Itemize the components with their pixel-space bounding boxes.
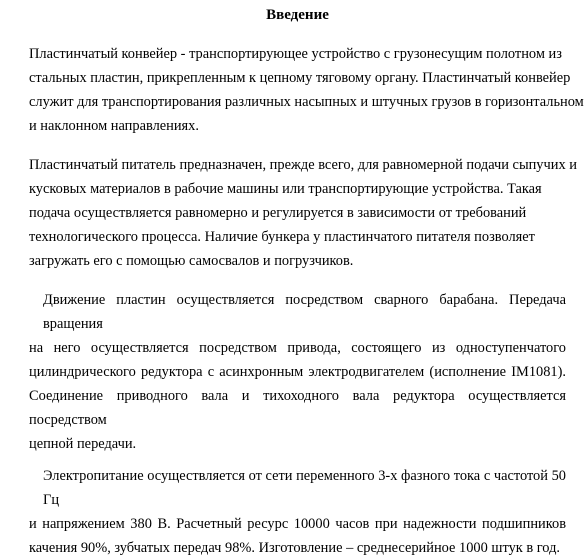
text-line: и наклонном направлениях.: [29, 118, 199, 134]
text-line: цепной передачи.: [29, 436, 137, 452]
text-line: подача осуществляется равномерно и регулируется в зависимости от требований: [29, 205, 527, 221]
text-line: Электропитание осуществляется от сети переменного 3-х фазного тока с частотой 50 Гц: [43, 468, 566, 508]
paragraph-drive: [29, 288, 566, 456]
text-line: загружать его с помощью самосвалов и погрузчиков.: [29, 253, 354, 269]
paragraph-power: [29, 464, 566, 560]
text-line: Пластинчатый питатель предназначен, прежде всего, для равномерной подачи сыпучих и: [29, 157, 577, 173]
paragraph-conveyor: [29, 42, 584, 138]
text-line: и напряжением 380 В. Расчетный ресурс 10000 часов при надежности подшипников: [29, 516, 566, 532]
text-line: стальных пластин, прикрепленным к цепному тяговому органу. Пластинчатый конвейер: [29, 70, 571, 86]
text-line: качения 90%, зубчатых передач 98%. Изготовление – среднесерийное 1000 штук в год.: [29, 540, 560, 556]
text-line: Пластинчатый конвейер - транспортирующее устройство с грузонесущим полотном из: [29, 46, 562, 62]
paragraph-feeder: [29, 153, 577, 273]
text-line: служит для транспортирования различных насыпных и штучных грузов в горизонтальном: [29, 94, 584, 110]
text-line: Соединение приводного вала и тихоходного вала редуктора осуществляется посредством: [29, 388, 566, 428]
text-line: технологического процесса. Наличие бункера у пластинчатого питателя позволяет: [29, 229, 535, 245]
document-title: Введение: [266, 7, 329, 23]
text-line: цилиндрического редуктора с асинхронным электродвигателем (исполнение IM1081).: [29, 364, 566, 380]
text-line: кусковых материалов в рабочие машины или транспортирующие устройства. Такая: [29, 181, 542, 197]
text-line: на него осуществляется посредством привода, состоящего из одноступенчатого: [29, 340, 566, 356]
text-line: Движение пластин осуществляется посредством сварного барабана. Передача вращения: [43, 292, 566, 332]
